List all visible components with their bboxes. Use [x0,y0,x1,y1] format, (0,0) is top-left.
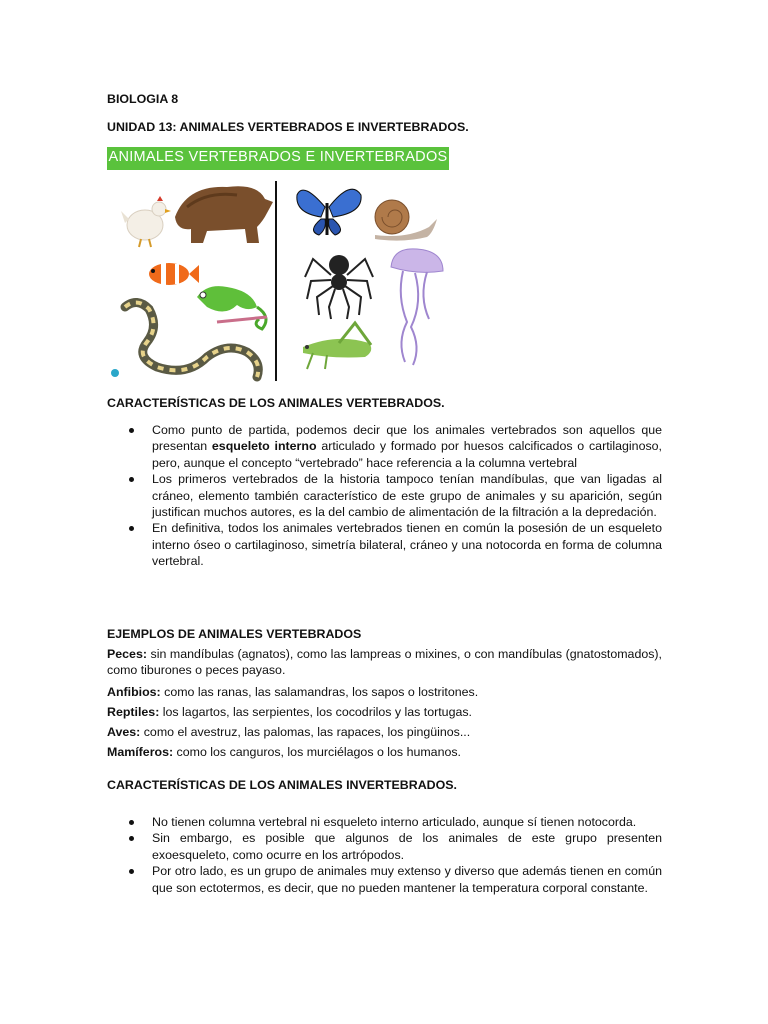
list-item [107,863,662,896]
list-item [107,471,662,520]
list-item-text: articulado y formado por huesos calcificados o cartilaginoso, pero, aunque el concepto “vertebrado” hace referencia a la columna vertebral [152,439,662,470]
example-label: Reptiles: [107,705,160,719]
snail-icon [375,200,437,241]
section-invertebrates-title: CARACTERÍSTICAS DE LOS ANIMALES INVERTEBRADOS. [107,778,457,792]
bullet-icon [129,836,134,841]
invertebrates-characteristics-list [107,814,662,896]
list-item-text: Sin embargo, es posible que algunos de los animales de este grupo presenten exoesqueleto, como ocurre en los artrópodos. [152,831,662,862]
jellyfish-icon [391,249,443,365]
example-label: Mamíferos: [107,745,174,759]
course-title: BIOLOGIA 8 [107,92,179,106]
list-item-text: Los primeros vertebrados de la historia tampoco tenían mandíbulas, que van ligadas al cráneo, elemento también característico de este grupo de animales y su aparición, según justifican muchos autores, es la del cambio de alimentación de la filtración a la depredación. [152,472,662,520]
bear-icon [175,186,273,243]
example-text: sin mandíbulas (agnatos), como las lampreas o mixines, o con mandíbulas (gnatostomados), como tiburones o peces payaso. [107,647,662,678]
example-mamiferos [107,744,662,760]
example-text: como las ranas, las salamandras, los sapos o lostritones. [160,685,479,699]
bullet-icon [129,477,134,482]
list-item [107,520,662,569]
example-text: los lagartos, las serpientes, los cocodrilos y las tortugas. [159,705,472,719]
spider-icon [305,255,373,319]
figure-banner-text: ANIMALES VERTEBRADOS E INVERTEBRADOS [108,149,448,165]
example-text: como los canguros, los murciélagos o los humanos. [173,745,461,759]
animals-illustration [107,147,449,382]
butterfly-icon [297,189,361,235]
section-examples-title: EJEMPLOS DE ANIMALES VERTEBRADOS [107,627,362,641]
bullet-icon [129,428,134,433]
example-label: Aves: [107,725,141,739]
example-anfibios [107,684,662,700]
snake-icon [125,302,258,377]
clownfish-icon [149,263,199,285]
bullet-icon [129,526,134,531]
animals-figure [107,147,449,382]
list-item [107,830,662,863]
hen-icon [121,196,171,247]
bullet-icon [129,820,134,825]
list-item [107,422,662,471]
unit-title: UNIDAD 13: ANIMALES VERTEBRADOS E INVERTEBRADOS. [107,120,469,134]
bullet-icon [129,869,134,874]
grasshopper-icon [303,323,371,369]
list-item-text: En definitiva, todos los animales vertebrados tienen en común la posesión de un esqueleto interno óseo o cartilaginoso, simetría bilateral, cráneo y una notocorda en forma de columna vertebral. [152,521,662,569]
example-label: Anfibios: [107,685,161,699]
example-label: Peces: [107,647,147,661]
example-reptiles [107,704,662,720]
ecologia-verde-logo-icon [111,369,119,377]
example-aves [107,724,662,740]
list-item-text: No tienen columna vertebral ni esqueleto interno articulado, aunque sí tienen notocorda. [152,815,637,829]
example-text: como el avestruz, las palomas, las rapaces, los pingüinos... [140,725,471,739]
list-item-text: Como punto de partida, podemos decir que los animales vertebrados son aquellos que presentan [152,423,662,454]
vertebrates-characteristics-list [107,422,662,570]
example-peces [107,646,662,679]
list-item-text: Por otro lado, es un grupo de animales muy extenso y diverso que además tienen en común que son ectotermos, es decir, que no pueden mantener la temperatura corporal constante. [152,864,662,895]
list-item [107,814,662,830]
list-item-bold-text: esqueleto interno [211,439,317,454]
section-vertebrates-title: CARACTERÍSTICAS DE LOS ANIMALES VERTEBRADOS. [107,396,445,410]
chameleon-icon [197,286,267,329]
